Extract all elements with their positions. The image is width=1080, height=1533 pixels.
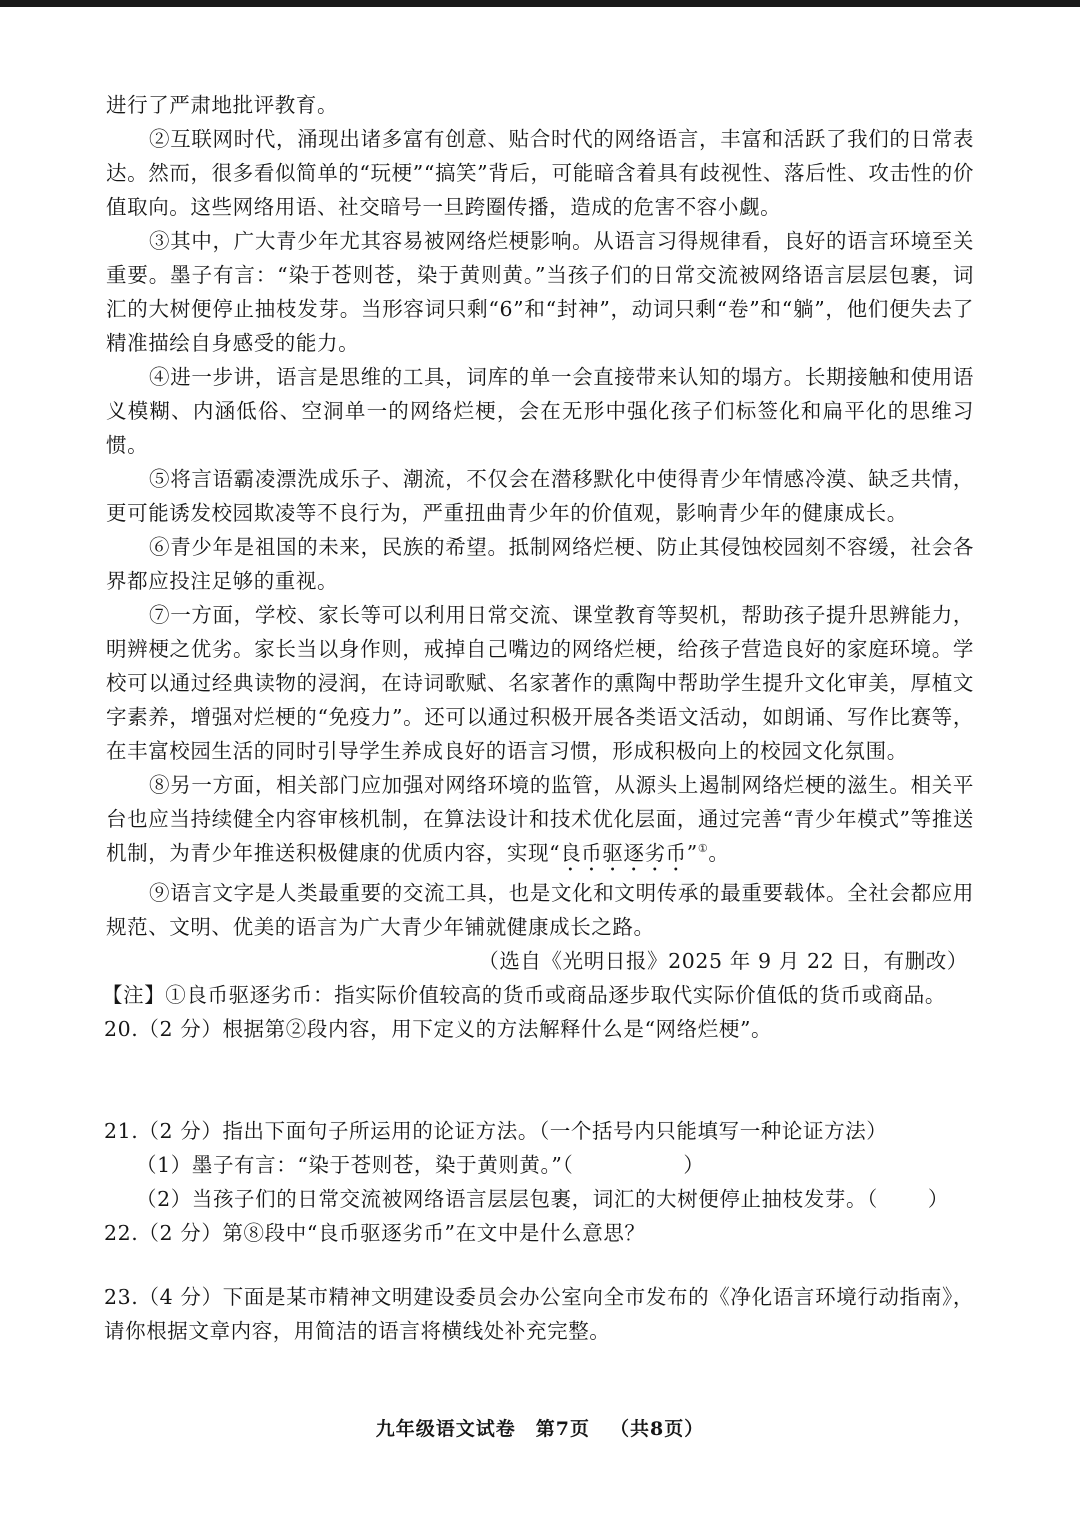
footer-total-pages: （共8页） [610,1418,705,1440]
answer-space-20[interactable] [106,1046,974,1114]
page-footer [0,1414,1080,1441]
question-21-1 [106,1148,974,1182]
paragraph-9: ⑨语言文字是人类最重要的交流工具，也是文化和文明传承的最重要载体。全社会都应用规范、文明、优美的语言为广大青少年铺就健康成长之路。 [106,881,974,939]
paragraph-8-text: ⑧另一方面，相关部门应加强对网络环境的监管，从源头上遏制网络烂梗的滋生。相关平台也应当持续健全内容审核机制，在算法设计和技术优化层面，通过完善“青少年模式”等推送机制，为青少年推送积极健康的优质内容，实现“ [106,773,974,865]
paragraph-8-period: 。 [708,841,730,865]
exam-page-content [102,88,974,1348]
question-21-2 [106,1182,974,1216]
closing-quote: ” [686,841,698,865]
question-23: 23.（4 分）下面是某市精神文明建设委员会办公室向全市发布的《净化语言环境行动指南》，请你根据文章内容，用简洁的语言将横线处补充完整。 [104,1285,974,1343]
paragraph-4: ④进一步讲，语言是思维的工具，词库的单一会直接带来认知的塌方。长期接触和使用语义模糊、内涵低俗、空洞单一的网络烂梗，会在无形中强化孩子们标签化和扁平化的思维习惯。 [106,365,974,457]
footer-page-number: 第7页 [535,1418,590,1440]
top-edge-bar [0,0,1080,7]
paragraph-2: ②互联网时代，涌现出诸多富有创意、贴合时代的网络语言，丰富和活跃了我们的日常表达。然而，很多看似简单的“玩梗”“搞笑”背后，可能暗含着具有歧视性、落后性、攻击性的价值取向。这些网络用语、社交暗号一旦跨圈传播，造成的危害不容小觑。 [106,127,974,219]
source-citation: （选自《光明日报》2025 年 9 月 22 日，有删改） [478,949,968,973]
question-20: 20.（2 分）根据第②段内容，用下定义的方法解释什么是“网络烂梗”。 [104,1017,773,1041]
paragraph-5: ⑤将言语霸凌漂洗成乐子、潮流，不仅会在潜移默化中使得青少年情感冷漠、缺乏共情，更可能诱发校园欺凌等不良行为，严重扭曲青少年的价值观，影响青少年的健康成长。 [106,467,974,525]
close-paren: ） [927,1187,949,1211]
emphasized-term: 良币驱逐劣币 [560,841,687,865]
footnote: 【注】①良币驱逐劣币：指实际价值较高的货币或商品逐步取代实际价值低的货币或商品。 [102,983,946,1007]
paragraph-3: ③其中，广大青少年尤其容易被网络烂梗影响。从语言习得规律看，良好的语言环境至关重要。墨子有言：“染于苍则苍，染于黄则黄。”当孩子们的日常交流被网络语言层层包裹，词汇的大树便停止抽枝发芽。当形容词只剩“6”和“封神”，动词只剩“卷”和“躺”，他们便失去了精准描绘自身感受的能力。 [106,229,974,355]
footnote-marker: ① [697,842,709,856]
answer-space-22[interactable] [106,1250,974,1280]
paragraph-7: ⑦一方面，学校、家长等可以利用日常交流、课堂教育等契机，帮助孩子提升思辨能力，明辨梗之优劣。家长当以身作则，戒掉自己嘴边的网络烂梗，给孩子营造良好的家庭环境。学校可以通过经典读物的浸润，在诗词歌赋、名家著作的熏陶中帮助学生提升文化审美，厚植文字素养，增强对烂梗的“免疫力”。还可以通过积极开展各类语文活动，如朗诵、写作比赛等，在丰富校园生活的同时引导学生养成良好的语言习惯，形成积极向上的校园文化氛围。 [106,603,974,763]
paragraph-8 [106,768,974,876]
close-paren: ） [683,1153,705,1177]
question-22: 22.（2 分）第⑧段中“良币驱逐劣币”在文中是什么意思？ [104,1221,646,1245]
paragraph-6: ⑥青少年是祖国的未来，民族的希望。抵制网络烂梗、防止其侵蚀校园刻不容缓，社会各界都应投注足够的重视。 [106,535,974,593]
question-21: 21.（2 分）指出下面句子所运用的论证方法。（一个括号内只能填写一种论证方法） [104,1119,888,1143]
question-21-2-text: （2）当孩子们的日常交流被网络语言层层包裹，词汇的大树便停止抽枝发芽。（ [136,1187,878,1211]
paragraph-continued: 进行了严肃地批评教育。 [106,93,339,117]
question-21-1-text: （1）墨子有言：“染于苍则苍，染于黄则黄。”（ [136,1153,574,1177]
footer-exam-title: 九年级语文试卷 [375,1418,516,1440]
